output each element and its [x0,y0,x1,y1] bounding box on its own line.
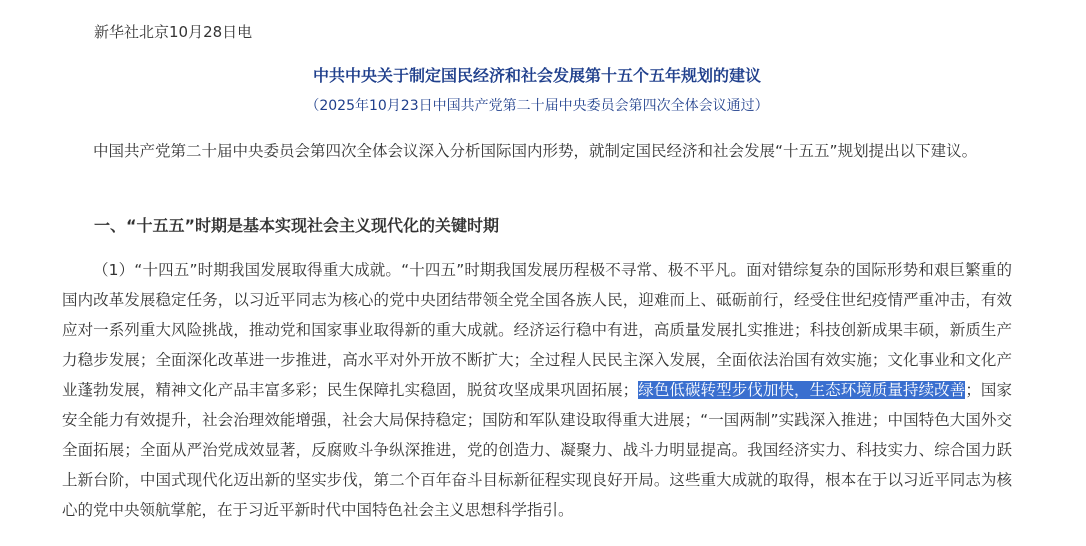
selected-text[interactable]: 绿色低碳转型步伐加快，生态环境质量持续改善 [638,381,966,399]
article-title: 中共中央关于制定国民经济和社会发展第十五个五年规划的建议 [312,66,761,85]
section-heading: 一、“十五五”时期是基本实现社会主义现代化的关键时期 [94,216,500,235]
body-paragraph [62,255,1012,525]
paragraph-text-after-selection: ；国家安全能力有效提升，社会治理效能增强，社会大局保持稳定；国防和军队建设取得重大进展；“一国两制”实践深入推进；中国特色大国外交全面拓展；全面从严治党成效显著，反腐败斗争纵深推进，党的创造力、凝聚力、战斗力明显提高。我国经济实力、科技实力、综合国力跃上新台阶，中国式现代化迈出新的坚实步伐，第二个百年奋斗目标新征程实现良好开局。这些重大成就的取得，根本在于以习近平同志为核心的党中央领航掌舵，在于习近平新时代中国特色社会主义思想科学指引。 [62,381,1012,519]
dateline: 新华社北京10月28日电 [94,23,253,41]
article-subtitle: （2025年10月23日中国共产党第二十届中央委员会第四次全体会议通过） [305,98,769,114]
paragraph-text-before-selection: （1）“十四五”时期我国发展取得重大成就。“十四五”时期我国发展历程极不寻常、极不平凡。面对错综复杂的国际形势和艰巨繁重的国内改革发展稳定任务，以习近平同志为核心的党中央团结带领全党全国各族人民，迎难而上、砥砺前行，经受住世纪疫情严重冲击，有效应对一系列重大风险挑战，推动党和国家事业取得新的重大成就。经济运行稳中有进，高质量发展扎实推进；科技创新成果丰硕，新质生产力稳步发展；全面深化改革进一步推进，高水平对外开放不断扩大；全过程人民民主深入发展，全面依法治国有效实施；文化事业和文化产业蓬勃发展，精神文化产品丰富多彩；民生保障扎实稳固，脱贫攻坚成果巩固拓展； [62,261,1012,399]
intro-paragraph: 中国共产党第二十届中央委员会第四次全体会议深入分析国际国内形势，就制定国民经济和社会发展“十五五”规划提出以下建议。 [93,142,978,160]
